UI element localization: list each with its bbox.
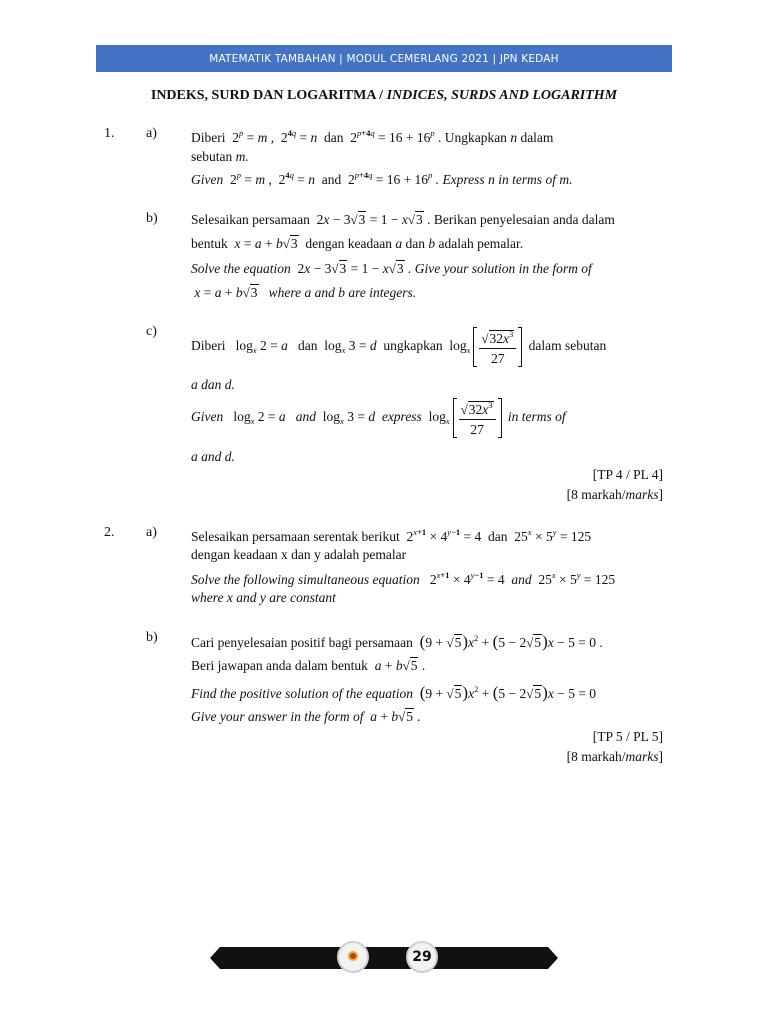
q1c-label: c) (146, 324, 157, 339)
marks-en: marks (625, 487, 659, 502)
q2a-text: Selesaikan persamaan serentak berikut (191, 529, 400, 544)
q1c-text: Diberi (191, 338, 226, 354)
q1-tp-pl: [TP 4 / PL 4] (592, 467, 663, 482)
q1a-label: a) (146, 126, 157, 141)
q1b-text: Solve the equation (191, 261, 291, 276)
footer-bar (210, 947, 558, 969)
q2a-label: a) (146, 525, 157, 540)
q1c-text: dan (298, 338, 318, 354)
q2-tp-pl: [TP 5 / PL 5] (592, 729, 663, 744)
q1b-label: b) (146, 211, 158, 226)
math-variable: a (395, 236, 403, 251)
math-expression: $2^p = m$ , $2^{4q} = n$ (228, 128, 318, 145)
q1a-ms-line-2 (191, 149, 249, 165)
q2b-en-line-2: Give your answer in the form of a + b√5 . (191, 709, 421, 724)
math-expression: $25^x \times 5^y = 125$ (538, 570, 616, 587)
question-1-number: 1. (104, 126, 115, 141)
q1b-en-line-1 (191, 261, 592, 277)
q1b-text: dengan keadaan (305, 236, 392, 251)
q1a-ms-line-1: Diberi $2^p = m$ , $2^{4q} = n$ dan $2^{p+4q} = 16 + 16^p$ . Ungkapkan n dalam (191, 128, 554, 145)
q1a-text: dan (324, 130, 344, 145)
q1a-en-line: Given $2^p = m$ , $2^{4q} = n$ and $2^{p+4q} = 16 + 16^p$ . Express n in terms of m. (191, 170, 573, 187)
q1b-ms-line-2 (191, 236, 523, 252)
q2b-text: Find the positive solution of the equation (191, 686, 413, 701)
emblem-logo (337, 941, 369, 973)
math-expression: $(9 + √5)x^2 + (5 - 2√5)x - 5 = 0$ (419, 632, 596, 651)
math-variable: b (428, 236, 436, 251)
q1a-text: Express (442, 172, 485, 187)
q2a-text: Solve the following simultaneous equation (191, 572, 420, 587)
title-en: INDICES, SURDS AND LOGARITHM (386, 88, 618, 103)
q1b-ms-line-1 (191, 212, 615, 228)
q2a-text: and (511, 572, 532, 587)
header-text: MATEMATIK TAMBAHAN | MODUL CEMERLANG 2021 | JPN KEDAH (209, 52, 559, 65)
q2b-ms-line-2: Beri jawapan anda dalam bentuk a + b√5 . (191, 658, 426, 673)
math-expression: $\log_x 2 = a$ (233, 409, 286, 427)
footer (210, 943, 558, 973)
math-expression: $\log_x$ $\frac{√32x^3}{27}$ (449, 338, 525, 353)
q2b-en-line-1 (191, 683, 596, 703)
math-expression: $\log_x 3 = d$ (322, 409, 376, 427)
math-variable: n (510, 130, 518, 145)
header-bar (96, 45, 672, 72)
q1c-ms-line-2: a dan d. (191, 377, 235, 392)
marks-end: ] (658, 487, 663, 502)
marks-end: ] (658, 749, 663, 764)
math-expression: a + b√5 (370, 709, 413, 724)
q1b-text: bentuk (191, 236, 228, 251)
q1c-text: ungkapkan (383, 338, 443, 354)
q2b-text: Beri jawapan anda dalam bentuk (191, 658, 368, 673)
q2a-text: dan (488, 529, 508, 544)
math-expression: $\log_x 2 = a$ (235, 338, 288, 356)
q1b-text: . Give your solution in the form of (408, 261, 592, 276)
q1b-text: adalah pemalar. (438, 236, 524, 251)
q2a-en-line-1 (191, 570, 615, 588)
q1a-text: in terms of (498, 172, 556, 187)
title-ms: INDEKS, SURD DAN LOGARITMA / (150, 88, 387, 103)
q2b-ms-line-1: Cari penyelesaian positif bagi persamaan $(9 + √5)x^2 + (5 - 2√5)x - 5 = 0$ . (191, 632, 603, 651)
q1a-text: and (321, 172, 342, 187)
q2b-label: b) (146, 630, 158, 645)
q1a-text: Diberi (191, 130, 226, 145)
math-expression: 2x − 3√3 = 1 − x√3 (313, 212, 423, 227)
math-expression: $2^{x+1} \times 4^{y-1} = 4$ (429, 570, 505, 587)
q1a-text: dalam (520, 130, 554, 145)
q1c-text: in terms of (507, 409, 566, 425)
q1-marks (567, 487, 663, 503)
math-expression: $2^{x+1} \times 4^{y-1} = 4$ (406, 527, 482, 544)
q1b-text: dan (405, 236, 425, 251)
q2b-text: Cari penyelesaian positif bagi persamaan (191, 635, 413, 650)
math-expression: $25^x \times 5^y = 125$ (514, 527, 592, 544)
math-expression: $2^{p+4q} = 16 + 16^p$ (347, 170, 433, 187)
q1b-text: Selesaikan persamaan (191, 212, 310, 227)
math-expression: $2^{p+4q} = 16 + 16^p$ (350, 128, 435, 145)
q2b-text: Give your answer in the form of (191, 709, 364, 724)
q1b-text: where a and b are integers. (268, 285, 417, 300)
math-expression: a + b√5 (374, 658, 418, 673)
math-expression: x = a + b√3 (234, 236, 298, 251)
marks-ms: [8 markah/ (566, 749, 626, 764)
math-expression: $\log_x 3 = d$ (324, 338, 377, 356)
q1c-text: express (381, 409, 422, 425)
q2-marks (567, 749, 663, 765)
question-2-number: 2. (104, 525, 115, 540)
q1c-en-line-2: a and d. (191, 449, 235, 464)
q1b-en-line-2 (191, 285, 416, 301)
q1c-en-line-1 (191, 398, 566, 438)
math-expression: $2^p = m$ , $2^{4q} = n$ (226, 170, 315, 187)
q2a-en-line-2: where x and y are constant (191, 590, 336, 605)
math-expression: $\log_x$ $\frac{√32x^3}{27}$ (429, 409, 505, 424)
math-expression: x = a + b√3 (194, 285, 258, 300)
q1c-text: and (295, 409, 317, 425)
crest-icon (348, 951, 358, 961)
q2a-ms-line-2: dengan keadaan x dan y adalah pemalar (191, 547, 407, 562)
q1c-ms-line-1 (191, 327, 606, 367)
math-expression: 2x − 3√3 = 1 − x√3 (294, 261, 404, 276)
marks-en: marks (625, 749, 659, 764)
q1c-text: dalam sebutan (528, 338, 607, 354)
q1c-text: Given (191, 409, 224, 425)
q1a-text: Ungkapkan (444, 130, 507, 145)
q1a-text: Given (191, 172, 224, 187)
q1a-text: sebutan (191, 149, 233, 164)
q2a-ms-line-1 (191, 527, 591, 545)
math-variable: m. (235, 149, 249, 164)
marks-ms: [8 markah/ (566, 487, 626, 502)
q1b-text: . Berikan penyelesaian anda dalam (427, 212, 615, 227)
page-number: 29 (406, 941, 438, 973)
page-title (96, 88, 672, 104)
math-expression: $(9 + √5)x^2 + (5 - 2√5)x - 5 = 0$ (419, 683, 597, 702)
